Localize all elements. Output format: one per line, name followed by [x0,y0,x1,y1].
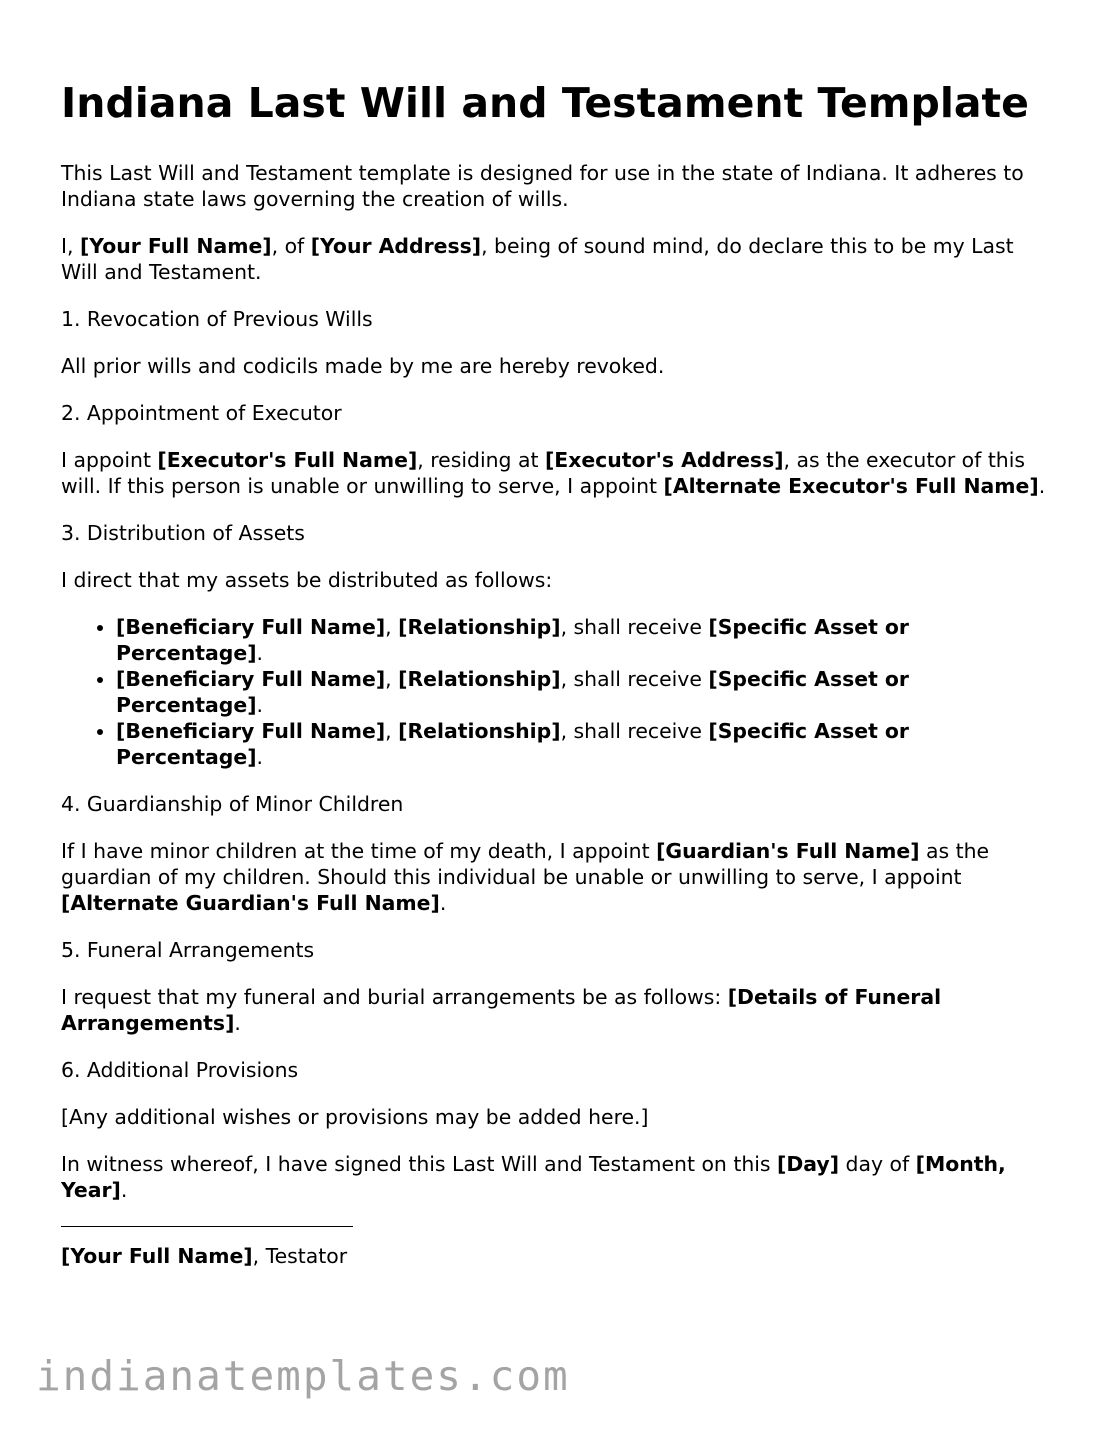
relationship-placeholder: [Relationship] [398,719,561,743]
declaration-post: , being of sound mind, do declare this to be my Last Will and Testament. [61,234,1014,284]
asset-placeholder: [Specific Asset or Percentage] [116,667,909,717]
section-heading-distribution: 3. Distribution of Assets [61,521,305,545]
beneficiary-name-placeholder: [Beneficiary Full Name] [116,719,386,743]
executor-text-1: I appoint [61,448,158,472]
list-item [116,666,1051,718]
funeral-text-1: I request that my funeral and burial arrangements be as follows: [61,985,728,1009]
guardianship-text-1: If I have minor children at the time of my death, I appoint [61,839,657,863]
receive-text: , shall receive [560,615,709,639]
asset-placeholder: [Specific Asset or Percentage] [116,719,909,769]
separator: , [385,667,399,691]
end-text: . [256,693,263,717]
distribution-text: I direct that my assets be distributed as follows: [61,568,553,592]
declaration-mid: , of [271,234,311,258]
witness-paragraph [61,1151,1051,1203]
watermark: indianatemplates.com [36,1352,570,1400]
document-page [61,78,1051,1290]
section-heading-executor: 2. Appointment of Executor [61,401,342,425]
signature-name-placeholder: [Your Full Name] [61,1244,253,1268]
funeral-paragraph [61,984,1051,1036]
executor-text-3: , as the executor of this will. If this person is unable or unwilling to serve, I appoint [61,448,1026,498]
executor-text-2: , residing at [417,448,545,472]
signature-role: , Testator [252,1244,348,1268]
witness-text-1: In witness whereof, I have signed this Last Will and Testament on this [61,1152,778,1176]
declaration-pre: I, [61,234,80,258]
end-text: . [256,641,263,665]
testator-address-placeholder: [Your Address] [310,234,482,258]
guardianship-text-2: as the guardian of my children. Should this individual be unable or unwilling to serve, I appoint [61,839,990,889]
separator: , [385,719,399,743]
guardianship-text-3: . [439,891,447,915]
guardian-name-placeholder: [Guardian's Full Name] [656,839,920,863]
revocation-text: All prior wills and codicils made by me are hereby revoked. [61,354,665,378]
testator-name-placeholder: [Your Full Name] [79,234,272,258]
month-year-placeholder: [Month, Year] [61,1152,1006,1202]
intro-paragraph: This Last Will and Testament template is designed for use in the state of Indiana. It adheres to Indiana state laws governing the creation of wills. [61,161,1024,211]
guardianship-paragraph [61,838,1051,916]
executor-name-placeholder: [Executor's Full Name] [157,448,418,472]
funeral-text-2: . [234,1011,241,1035]
section-heading-revocation: 1. Revocation of Previous Wills [61,307,373,331]
witness-text-2: day of [839,1152,916,1176]
funeral-details-placeholder: [Details of Funeral Arrangements] [61,985,942,1035]
executor-address-placeholder: [Executor's Address] [544,448,784,472]
asset-placeholder: [Specific Asset or Percentage] [116,615,909,665]
receive-text: , shall receive [560,667,709,691]
signature-caption [61,1243,1051,1269]
relationship-placeholder: [Relationship] [398,615,561,639]
section-heading-additional: 6. Additional Provisions [61,1058,299,1082]
page-title: Indiana Last Will and Testament Template [61,79,1029,127]
section-heading-funeral: 5. Funeral Arrangements [61,938,315,962]
additional-provisions-text: [Any additional wishes or provisions may be added here.] [61,1105,649,1129]
list-item [116,614,1051,666]
declaration-paragraph [61,233,1051,285]
beneficiary-name-placeholder: [Beneficiary Full Name] [116,667,386,691]
alternate-executor-placeholder: [Alternate Executor's Full Name] [663,474,1039,498]
beneficiary-name-placeholder: [Beneficiary Full Name] [116,615,386,639]
alternate-guardian-placeholder: [Alternate Guardian's Full Name] [61,891,440,915]
relationship-placeholder: [Relationship] [398,667,561,691]
day-placeholder: [Day] [777,1152,840,1176]
executor-paragraph [61,447,1051,499]
signature-line [61,1225,353,1227]
executor-text-4: . [1038,474,1046,498]
section-heading-guardianship: 4. Guardianship of Minor Children [61,792,404,816]
beneficiary-list [61,614,1051,770]
list-item [116,718,1051,770]
witness-text-3: . [120,1178,128,1202]
end-text: . [256,745,263,769]
receive-text: , shall receive [560,719,709,743]
separator: , [385,615,399,639]
